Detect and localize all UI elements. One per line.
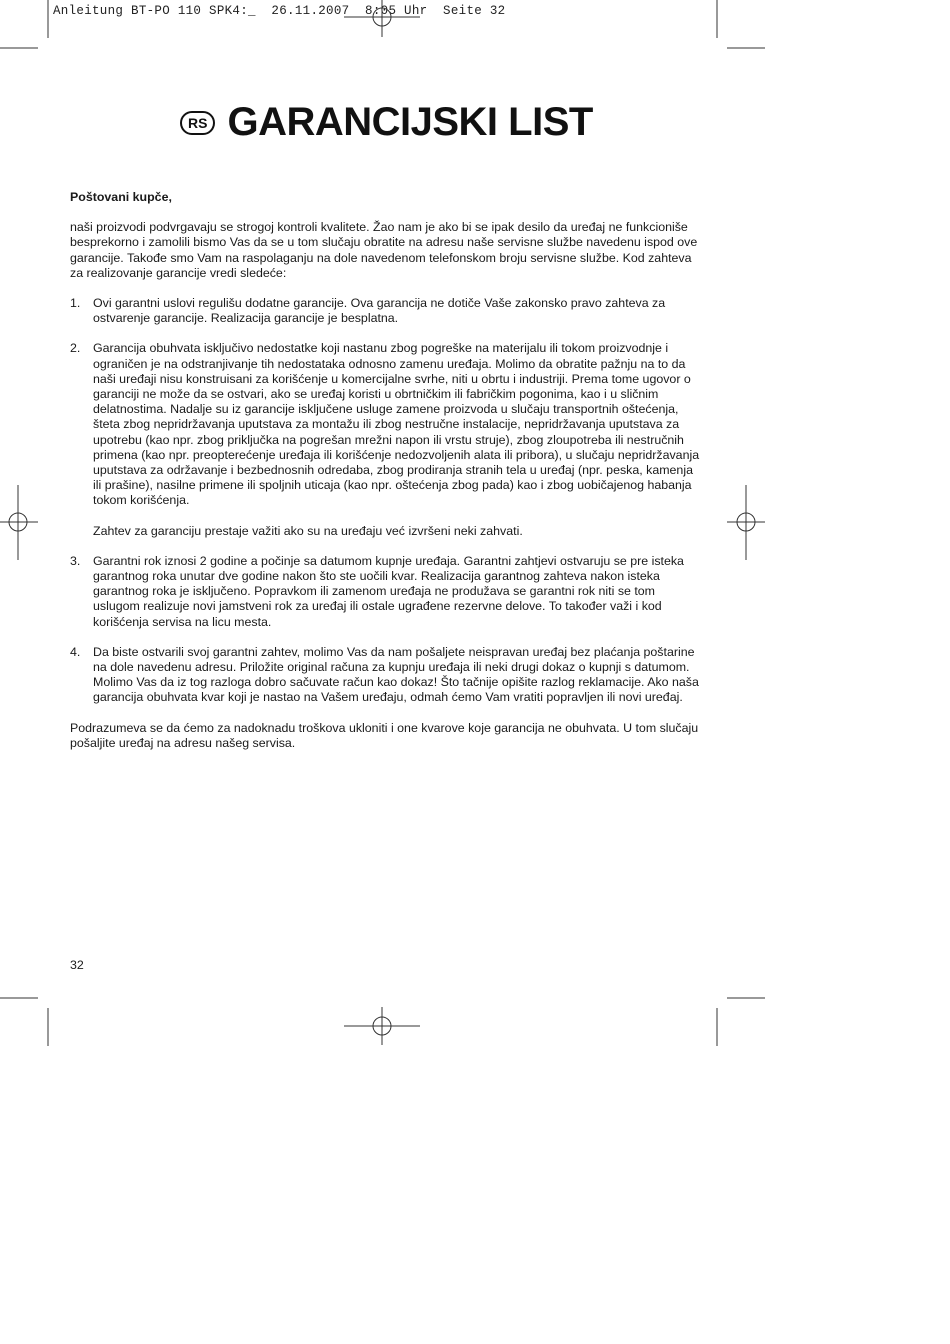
list-item-paragraph: Ovi garantni uslovi regulišu dodatne garancije. Ova garancija ne dotiče Vaše zakonsko pravo zahteva za ostvarenje garancije. Realizacija garancije je besplatna.: [93, 296, 666, 326]
registration-mark-left: [0, 485, 38, 560]
page-number: 32: [70, 958, 84, 972]
closing-paragraph: Podrazumeva se da ćemo za nadoknadu troškova ukloniti i one kvarove koje garancija ne obuhvata. U tom slučaju pošaljite uređaj na adresu našeg servisa.: [70, 720, 699, 750]
intro-paragraph: naši proizvodi podvrgavaju se strogoj kontroli kvalitete. Žao nam je ako bi se ipak desilo da uređaj ne funkcioniše besprekorno i zamolili bismo Vas da se u tom slučaju obratite na adresu naše servisne službe navedenu ispod ove garancije. Takođe smo Vam na raspolaganju na dole navedenom telefonskom broju servisne službe. Kod zahteva za realizovanje garancije vredi sledeće:: [70, 220, 698, 280]
print-header: Anleitung BT-PO 110 SPK4:_ 26.11.2007 8:05 Uhr Seite 32: [53, 4, 506, 18]
page-title: GARANCIJSKI LIST: [227, 100, 593, 144]
list-item-paragraph: Da biste ostvarili svoj garantni zahtev, molimo Vas da nam pošaljete neispravan uređaj bez plaćanja poštarine na dole navedenu adresu. Priložite original računa za kupnju uređaja ili neki drugi dokaz o kupnji s datumom. Molimo Vas da iz tog razloga dobro sačuvate račun kao dokaz! Što tačnije opišite razlog reklamacije. Ako naša garancija obuhvata kvar koji je nastao na Vašem uređaju, odmah ćemo Vam vratiti popravljen ili novi uređaj.: [93, 644, 699, 705]
list-item-number: 4.: [70, 644, 81, 659]
language-badge: RS: [180, 111, 215, 135]
salutation: Poštovani kupče,: [70, 190, 172, 204]
list-item-paragraph: Garancija obuhvata isključivo nedostatke koji nastanu zbog pogreške na materijalu ili tokom proizvodnje i ograničen je na odstranjivanje tih nedostataka odnosno zamenu uređaja. Molimo da obratite pažnju na to da naši uređaji nisu konstruisani za korišćenje u komercijalne svrhe, niti u obrtu i industriji. Prema tome ugovor o garanciji ne može da se ostvari, ako se uređaj koristi u obrtničkim ili fabričkim pogonima, kao i u sličnim delatnostima. Nadalje su iz garancije isključene usluge zamene proizvoda u slučaju transportnih oštećenja, šteta zbog nepridržavanja uputstava za montažu ili zbog nestručne instalacije, nepridržavanja uputstava za upotrebu (kao npr. zbog priključka na pogrešan mrežni napon ili vrstu struje), zbog zloupotreba ili nestručnih primena (kao npr. preopterećenje uređaja ili korišćenje nedozvoljenih alata ili pribora), u slučaju nepridržavanja uputstava za održavanje i bezbednosnih odredaba, zbog prodiranja stranih tela u uređaj (npr. peska, kamenja ili prašine), nasilne primene ili spoljnih uticaja (kao npr. oštećenja zbog pada) kao i zbog uobičajenog habanja tokom korišćenja.: [93, 341, 700, 508]
list-item: [70, 645, 700, 706]
list-item-body: [93, 645, 700, 706]
list-item-body: [93, 296, 700, 326]
list-item: [70, 554, 700, 630]
list-item-number: 3.: [70, 553, 81, 568]
list-item-number: 1.: [70, 296, 81, 311]
list-item-body: [93, 341, 700, 538]
registration-mark-bottom: [344, 1007, 420, 1045]
list-item: [70, 296, 700, 326]
list-item-body: [93, 554, 700, 630]
list-item-paragraph: Garantni rok iznosi 2 godine a počinje sa datumom kupnje uređaja. Garantni zahtjevi ostvaruju se pre isteka garantnog roka unutar dve godine nakon što ste uočili kvar. Realizacija garantnog zahteva nakon isteka garantnog roka je isključeno. Popravkom ili zamenom uređaja ne produžava se garantni rok niti se tom uslugom realizuje novi jamstveni rok za uređaj ili ostale ugrađene rezervne delove. To također važi i kod korišćenja servisa na licu mesta.: [93, 553, 684, 629]
registration-mark-top: [344, 0, 420, 37]
registration-mark-right: [727, 485, 765, 560]
warranty-text: [70, 190, 700, 766]
title-row: [180, 100, 593, 145]
list-item-number: 2.: [70, 341, 81, 356]
list-item: [70, 341, 700, 538]
list-item-paragraph: Zahtev za garanciju prestaje važiti ako su na uređaju već izvršeni neki zahvati.: [93, 523, 523, 538]
